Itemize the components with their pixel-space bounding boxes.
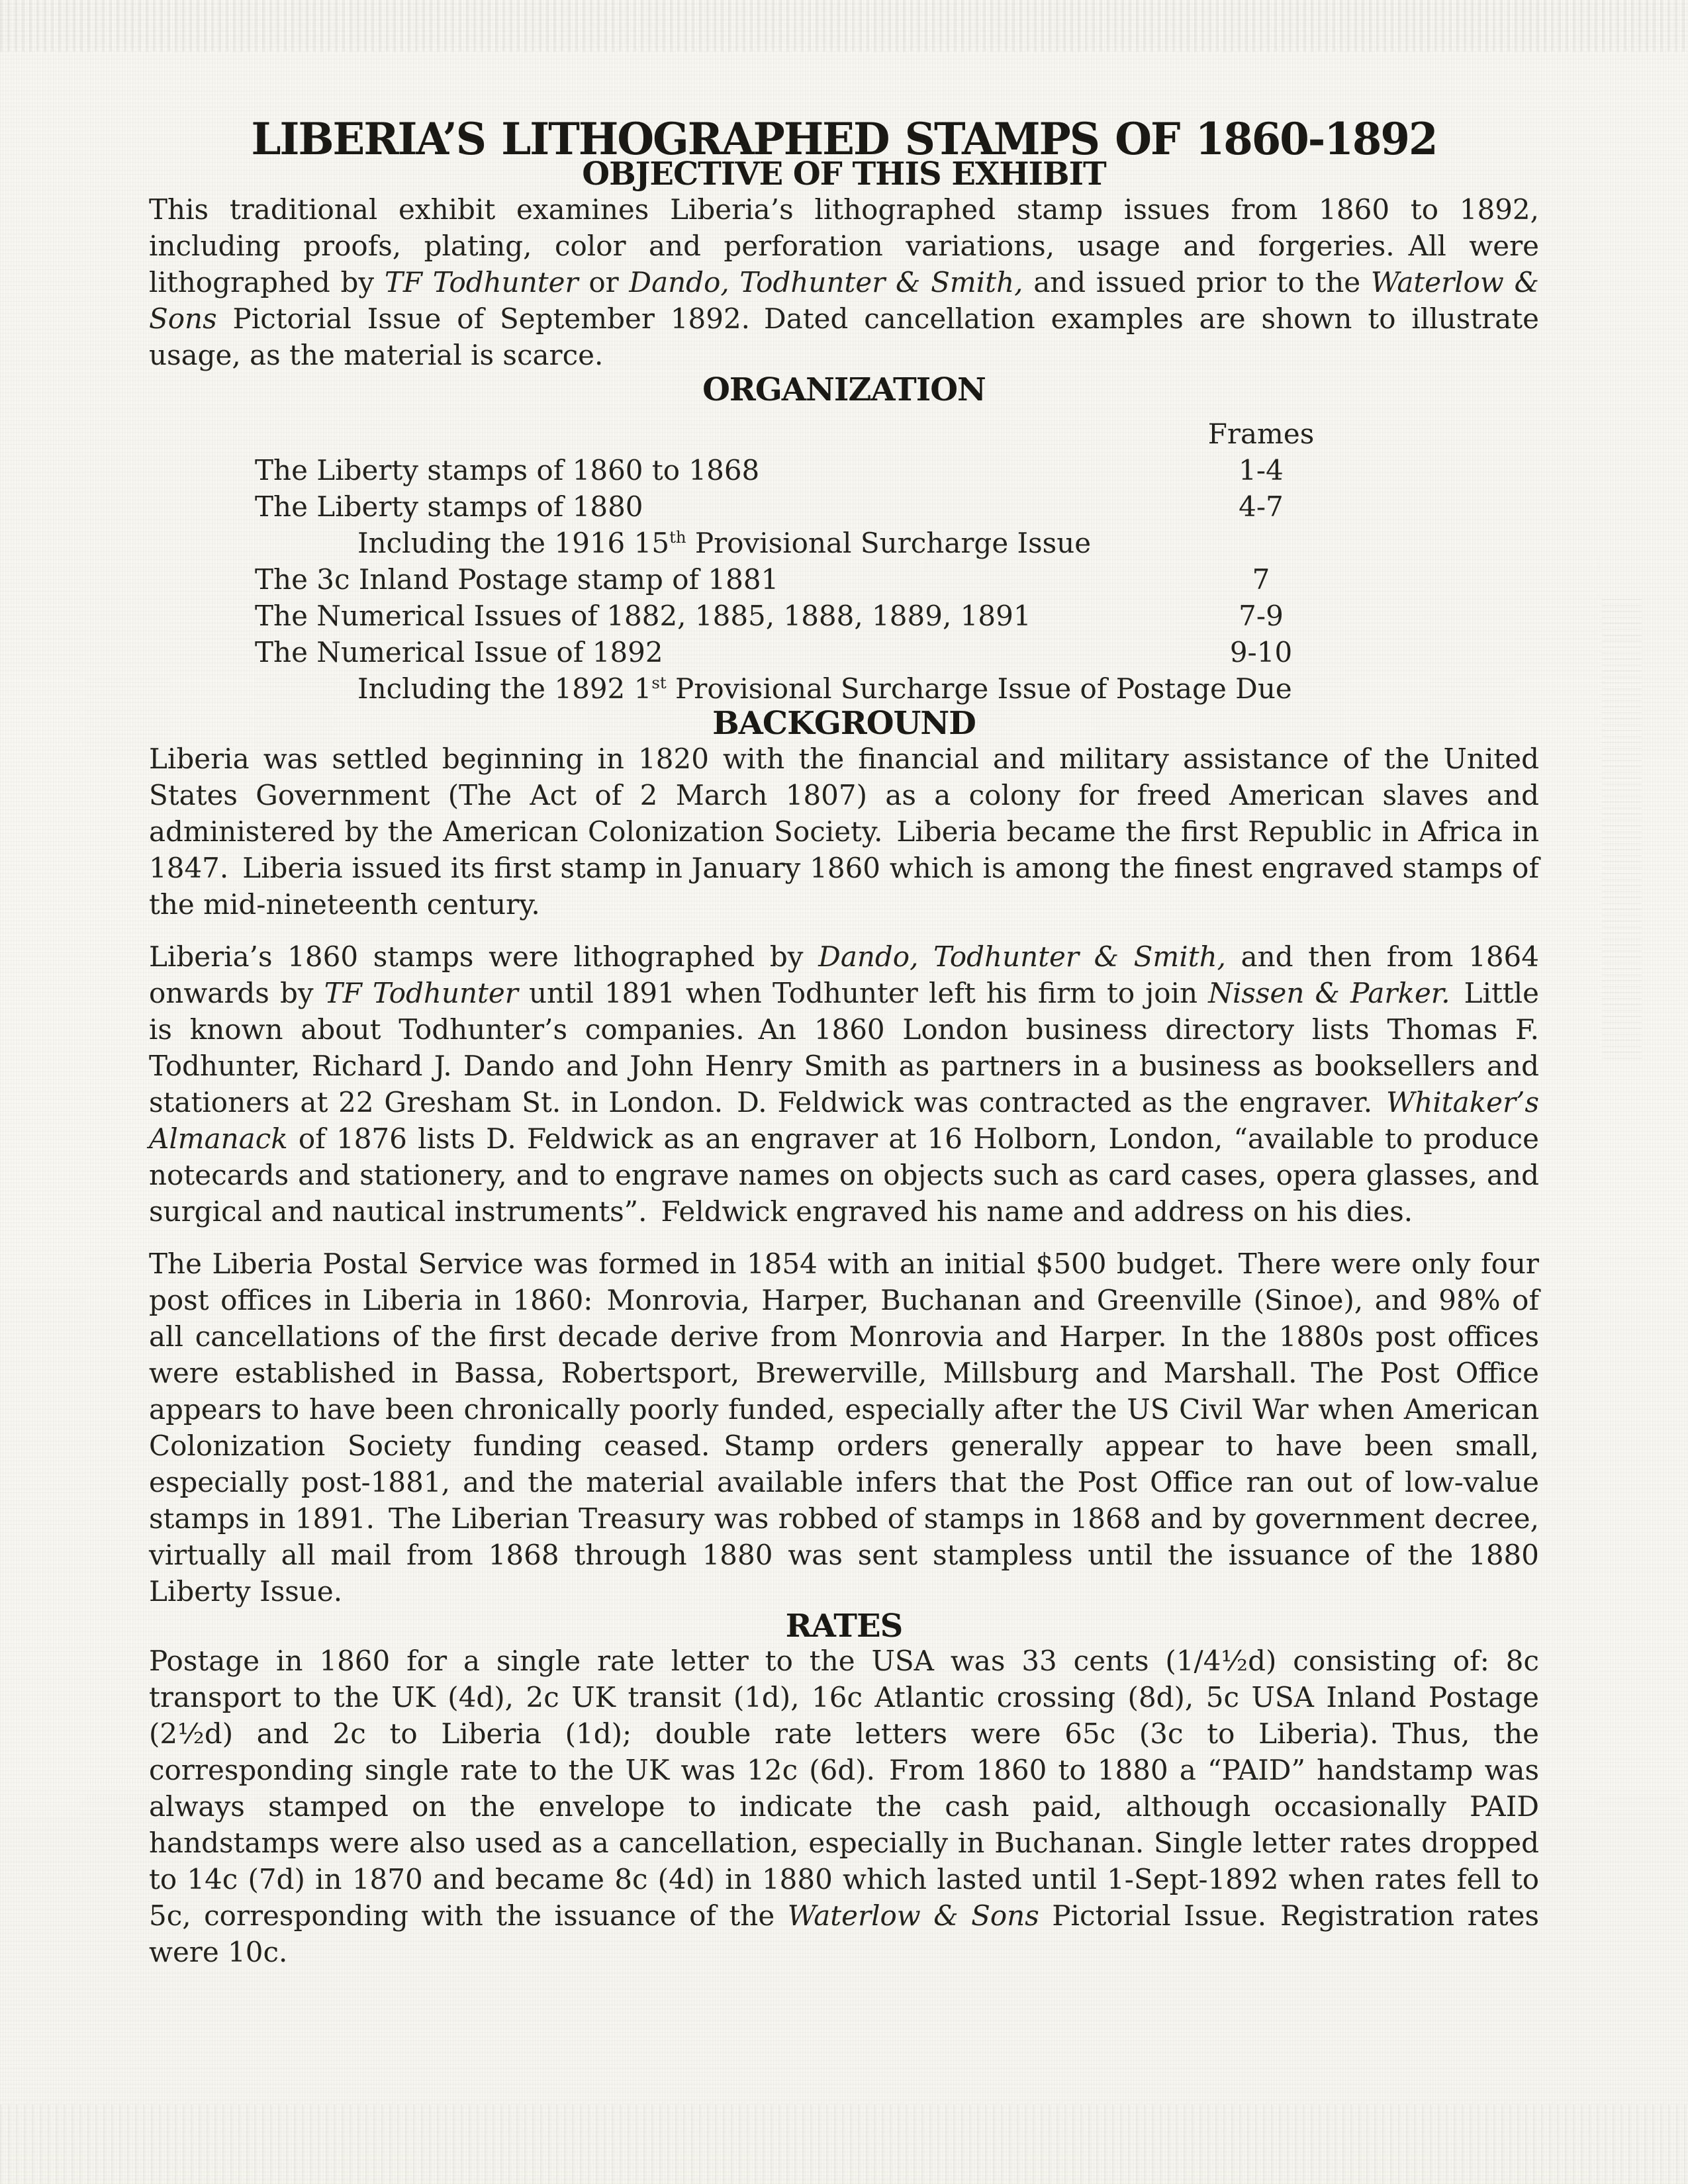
frames-column-header-row [149,416,1539,452]
page-title: LIBERIA’S LITHOGRAPHED STAMPS OF 1860-1892 [251,113,1437,165]
org-row-label: The Numerical Issues of 1882, 1885, 1888, 1889, 1891 [255,600,1031,633]
org-row [149,634,1539,670]
org-row-label: The Liberty stamps of 1860 to 1868 [255,454,760,487]
page-content [149,0,1539,1970]
org-row-label: The Numerical Issue of 1892 [255,636,663,669]
background-heading: BACKGROUND [712,705,976,743]
org-row-frames: 4-7 [1239,490,1284,523]
frames-column-label: Frames [1207,418,1315,451]
organization-list [149,416,1539,707]
background-paragraph: Liberia’s 1860 stamps were lithographed by Dando, Todhunter & Smith, and then from 1864 onwards by TF Todhunter until 1891 when Todhunter left his firm to join Nissen & Parker. Little is known about Todhunter’s companies. An 1860 London business directory lists Thomas F. Todhunter, Richard J. Dando and John Henry Smith as partners in a business as booksellers and stationers at 22 Gresham St. in London. D. Feldwick was contracted as the engraver. Whitaker’s Almanack of 1876 lists D. Feldwick as an engraver at 16 Holborn, London, “available to produce notecards and stationery, and to engrave names on objects such as card cases, opera glasses, and surgical and nautical instruments”. Feldwick engraved his name and address on his dies. [149,940,1539,1228]
rates-paragraph: Postage in 1860 for a single rate letter to the USA was 33 cents (1/4½d) consisting of: 8c transport to the UK (4d), 2c UK transit (1d), 16c Atlantic crossing (8d), 5c USA Inland Postage (2½d) and 2c to Liberia (1d); double rate letters were 65c (3c to Liberia). Thus, the corresponding single rate to the UK was 12c (6d). From 1860 to 1880 a “PAID” handstamp was always stamped on the envelope to indicate the cash paid, although occasionally PAID handstamps were also used as a cancellation, especially in Buchanan. Single letter rates dropped to 14c (7d) in 1870 and became 8c (4d) in 1880 which lasted until 1-Sept-1892 when rates fell to 5c, corresponding with the issuance of the Waterlow & Sons Pictorial Issue. Registration rates were 10c. [149,1644,1540,1968]
org-row-frames: 9-10 [1229,636,1293,669]
scan-artifact-right [1602,596,1642,1059]
org-row-label: Including the 1916 15th Provisional Surcharge Issue [357,527,1092,560]
scan-artifact-bottom [0,2105,1688,2184]
org-row-label: The Liberty stamps of 1880 [255,490,643,523]
background-paragraph: Liberia was settled beginning in 1820 with the financial and military assistance of the United States Government (The Act of 2 March 1807) as a colony for freed American slaves and administered by the American Colonization Society. Liberia became the first Republic in Africa in 1847. Liberia issued its first stamp in January 1860 which is among the finest engraved stamps of the mid-nineteenth century. [149,742,1539,921]
background-paragraph: The Liberia Postal Service was formed in 1854 with an initial $500 budget. There were only four post offices in Liberia in 1860: Monrovia, Harper, Buchanan and Greenville (Sinoe), and 98% of all cancellations of the first decade derive from Monrovia and Harper. In the 1880s post offices were established in Bassa, Robertsport, Brewerville, Millsburg and Marshall. The Post Office appears to have been chronically poorly funded, especially after the US Civil War when American Colonization Society funding ceased. Stamp orders generally appear to have been small, especially post-1881, and the material available infers that the Post Office ran out of low-value stamps in 1891. The Liberian Treasury was robbed of stamps in 1868 and by government decree, virtually all mail from 1868 through 1880 was sent stampless until the issuance of the 1880 Liberty Issue. [149,1247,1539,1608]
org-row [149,561,1539,598]
org-row [149,488,1539,525]
org-row-label: The 3c Inland Postage stamp of 1881 [255,563,779,596]
organization-heading: ORGANIZATION [702,371,986,408]
objective-heading: OBJECTIVE OF THIS EXHIBIT [582,156,1106,193]
org-row-frames: 1-4 [1239,454,1284,487]
org-row-label: Including the 1892 1st Provisional Surcharge Issue of Postage Due [357,672,1292,705]
rates-heading: RATES [785,1607,903,1645]
org-row [149,598,1539,634]
org-row [149,525,1539,561]
objective-paragraph: This traditional exhibit examines Liberia’s lithographed stamp issues from 1860 to 1892, including proofs, plating, color and perforation variations, usage and forgeries. All were lithographed by TF Todhunter or Dando, Todhunter & Smith, and issued prior to the Waterlow & Sons Pictorial Issue of September 1892. Dated cancellation examples are shown to illustrate usage, as the material is scarce. [149,193,1539,371]
org-row [149,670,1539,707]
org-row-frames: 7-9 [1239,600,1284,633]
org-row-frames: 7 [1252,563,1270,596]
org-row [149,452,1539,488]
